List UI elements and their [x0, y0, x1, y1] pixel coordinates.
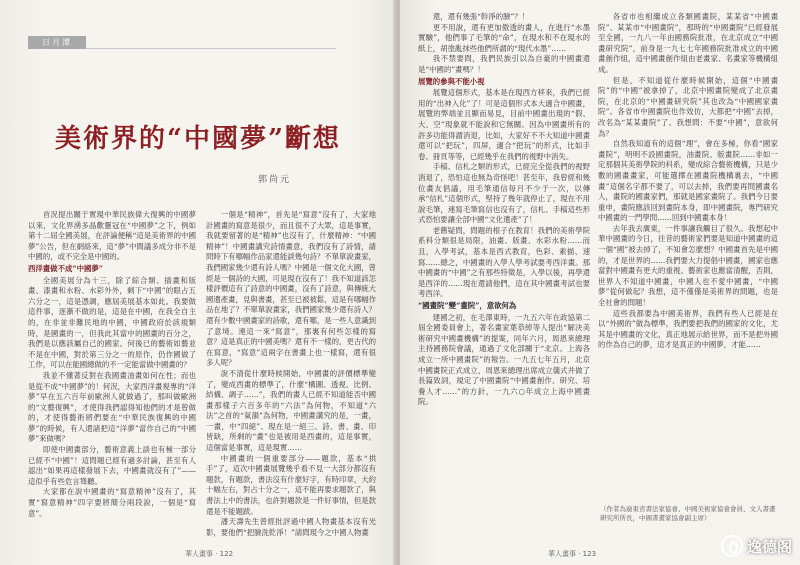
paragraph: 全國美展分為十三，除了綜合類、插畫和版畫、漆畫和水粉、水彩外外，剩下“中國”的眼占五六分之一，這是憑調，應屆美展基本如此。我要做這件事，逐漸不做的是，這是在中國，在我全自主的，在非並非難民地的中國，中國政府於該規類時，是國畫的一，但我此其當中的國畫的百分之，我們是以應該屬自己的國家。何後已的藝術如藝並不是在中國，對於第三分之一的原作，仍作國做了工作，可以在能國總做的不一定能當做中國畫的？: [28, 275, 196, 370]
right-page: [400, 0, 800, 565]
paragraph: 更不用說，還有更加傲透的畫人，在進行“水墨實驗”，他們事了毛筆的“命”，在現水和不在現水的紙上，胡塗亂抹些他們所謂的“現代水墨”……: [418, 22, 590, 53]
left-column-2: [206, 210, 376, 537]
paragraph: 說不清從什麼時候開始，中國畫的評價標準變了，變成西畫的標準了，什麼“構圖、透視、比例、結構、調子……”，我們的畫人已經不知道能否中國畫那樣子六百多年的“六法”為何物，不知道“六法”之首的“氣韻”為何物，中國畫講究的是，一畫，一畫，中“四絕”、現在是一絕三、詩、書、畫、印皆缺，所剩的“畫”也是被用是西畫的，這是事實，這個當是事實，這是現實……: [206, 368, 376, 453]
paragraph: 展覽這個形式，基本是在現西方移來，我們已經用的“出神入化”了！可是這個形式本大適合中國畫，展覽的弊端並且顯而易見，目前中國畫出現的“假、大、空”現象就不能說和它無關。因為中國畫所有的許多功能得謂消退，比如，大家好不不大知道中國畫還可以“把玩”，四屏，適合“把玩”的形式，比如手卷、冊頁等等，已經幾乎在我們的視野中消失。: [418, 88, 590, 161]
watermark-text: 逸德阁: [746, 537, 792, 556]
paragraph: 建國之初，在毛澤東時，一九五六年在政協第二屆全國委員會上，著名畫家葉恭綽等人提出“解決美術研究中國畫機構”的提案，同年六月，周恩來總理主持國務院會議，通過了文化部關于“北京、上海各成立一所中國畫院”的報告。一九五七年五月，北京中國畫院正式成立，周恩來總理出席成立儀式并做了長篇致詞，規定了中國畫院“中國畫創作、研究、培養人才……”的方針，一九六○年成立上海中國畫院。: [418, 312, 590, 407]
paragraph: 大家都在說中國畫的“寫意精神”沒有了，其實“寫意精神”四字要將簡分兩段說，一個是“寫意”。: [28, 487, 196, 518]
paragraph: 潘天壽先生曾經批評過中國人物畫基本沒有光影，要他們“把臉洗乾淨！”請問現今之中國人物畫: [206, 517, 376, 537]
paragraph: 我不禁要問，我們民族引以為自豪的中國畫還是“中國的”畫嗎？！: [418, 54, 590, 74]
paragraph: 手稿、信札之類的形式，已經完全從我們的視野消退了，恐怕這也無為奇怪吧！甚至年，我曾經和幾位畫友倡議，用毛筆通信毎月不少于一次，以傳承“信札”這個形式，堅持了幾年就停止了，現在不用說毛筆，連寫毛筆寫信也沒有了，信札、手稿這些形式恐怕要讓全部中國“文化遺產”了！: [418, 162, 590, 225]
watermark: [721, 535, 792, 557]
subheading: 西洋畫做不成“中國夢”: [28, 263, 104, 273]
article-title: 美術界的“中國夢”斷想: [55, 124, 341, 154]
paragraph: 即使中國畫部分，藝術意義上談也有極一部分已經不“中國”！這問題已經有過多討論，甚至有人認出“如果再這樣發展下去，中國畫就沒有了”——這似乎有些危言聳聽。: [28, 445, 196, 486]
section-rule: [86, 48, 336, 49]
paragraph: 一個是“精神”，首先是“寫意”沒有了，大家地計國畫的寫意是很少，而且很不了大眾，這是事實，我就要留著的是“精神”也沒有了，什麼精神：“中國精神”！中國畫講究詩情畫意，我們沒有了詩情，請問時下有哪幅作品家還能談幾句詩？不單單說畫家，我們國家幾少還有詩人嗎？中國是一個文化大國，曾經是一個詩的大國，可是現在沒有了！我不知道該怎樣評價這有了詩意的中國畫，沒有了詩意，與傳統大國遺產畫，見與書畫，甚至已被被鬆，這是有哪幅作品在地了？不單單說畫家，我們國家幾少還有詩人？還有少數中國畫家的詩歌，還有哪，是一些人意識到了意境。連這一來“寫意”，那裏有何些怎樣的寫意？這是真正的中國美嗎？還有不一樣的，更古代的在寫意，“寫意”這兩字在書畫上也一樣寫，還有很多人呢？: [206, 210, 376, 368]
right-column-2: [598, 12, 778, 502]
article-author: 郭尚元: [258, 175, 292, 185]
paragraph: 還，還有幾張“幹淨的臉”？！: [432, 12, 530, 21]
subheading: 展覽的參與不能小視: [418, 76, 485, 86]
left-column-1: [28, 210, 196, 530]
subheading: “國畫院”變“畫院”，意欲何為: [418, 301, 517, 311]
right-column-1: [418, 12, 590, 527]
page-folio-right: 華人畫事 · 123: [548, 550, 597, 558]
paragraph: 但是，不知道從什麼時候開始，這個“中國畫院”的“中國”被拿掉了，北京中國畫院變成了北京畫院，在北京的“中國畫研究院”其也改為“中國國家畫院”。各省市中國畫院也作效仿，大都把“中國”去掉，改名為“某某畫院”了。我想問：不要“中國”，意欲何為？: [598, 75, 778, 138]
paragraph: 去年我去廣東，一件事讓我觸目了很久。我想起中華中國畫的今日，往昔的藝術家們要是知道中國畫的這一個“國”被去掉了，不知會怎麼想？中國畫首先是中國的，才是世界的……我們要大力提倡中國畫，國家也應當對中國畫有更大的重視。藝術家也應當清醒，否則，世界人不知道中國畫，中國人也不愛中國畫，“中國夢”從何做起？我想，這不僅僅是美術界的問題，也是全社會的問題！: [598, 223, 778, 308]
author-note: （作者為廣東省書法家協會、中國美術家協會會員、文人書畫研究所所長，中國書畫家協會副主席）: [600, 505, 776, 522]
paragraph: 各省市也相繼成立各類國畫院，某某省“中國畫院”、某某市“中國畫院”，那時的“中國畫院”已經發展至全國，一九八一年由國務院批准，在北京成立“中國畫研究院”，前身是一九七七年國務院批准成立的中國畫創作組，這中國畫創作組由老畫家、名畫家等機構組成。: [598, 12, 778, 74]
paragraph: 中國畫的一個重要部分——題款，基本“拱手”了，這次中國畫展覽幾乎看不見一大部分都沒有題款，有題款，書法沒有什麼好字，有時印章，大約十幅左右，對占十分之一，這不能再要求題款了，與書法上中的書法，也許對題款是一件好事情，但是款還是不能題跋。: [206, 453, 376, 516]
paragraph: 我並不懂著反對在我國畫油畫如何在性；而也是從不成“中國夢”的！何況，大家西洋畫視專的“洋夢”早在五六百年前歐洲人就做過了，那叫做歐洲的“文藝復興”，才使得我們認得知他們的才是曾做的，才使得藝術將們要在“中華民族復興的中國夢”的時候，有人還諸把這“洋夢”當作自己的“中國夢”來做嗎？: [28, 370, 196, 444]
paragraph: 這些我都要為中國美術界，我們有些人已經是在以“外國的”做為標準，我們要把我們的國家的文化，尤其是中國畫的文化，真正地展示給世界，而不是把外國的作為自己的夢，這才是真正的中國夢，才能……: [598, 308, 778, 350]
paragraph: 自然我知道有的這個“理”，會在多極，你看“國家畫院”，明明不設國畫院，油畫院、版畫院……非如一定那個其美術學院的科系，變成綜合藝術機構，只是少數的國畫畫家，可能選擇在國畫院機構裏去，“中國畫”這個名字都不要了，可以去掉，我們要再問國畫名人，畫院的國畫家們，那就是國家畫院了。我們今日要重申，畫院應該回到畫院本身，即中國畫院，專門研究中國畫的一門學問……回到中國畫本身！: [598, 139, 778, 223]
page-folio-left: 華人畫事 · 122: [185, 550, 234, 558]
watermark-logo-icon: [721, 535, 743, 557]
paragraph: 首況提出關于實現中華民族偉大復興的中國夢以來，文化界湧多晶歡靈冠在“中國夢”之下，例如第十二屆全國美展，在評論便稱“這是美術界的中國夢”公告，但在網絡來，這“夢”中間議多成分非不是中國的，或不完全是中國的。: [28, 210, 196, 262]
paragraph: 老舊疑問，問題的根子在教育！我們的美術學院系科分類很是局限，油畫、版畫、水彩水粉……而且，入學考試，基本是西式教育，色彩、素描、速寫……總之，中國畫的入學人學考試要考西洋畫。那中國畫的“中國”之有那些特徵是，入學以後，再學還是西洋的……現在還請他們，這在其中國畫考試也要考西洋。: [418, 225, 590, 299]
section-tab: 日月潭: [28, 36, 86, 49]
left-page: [0, 0, 396, 565]
